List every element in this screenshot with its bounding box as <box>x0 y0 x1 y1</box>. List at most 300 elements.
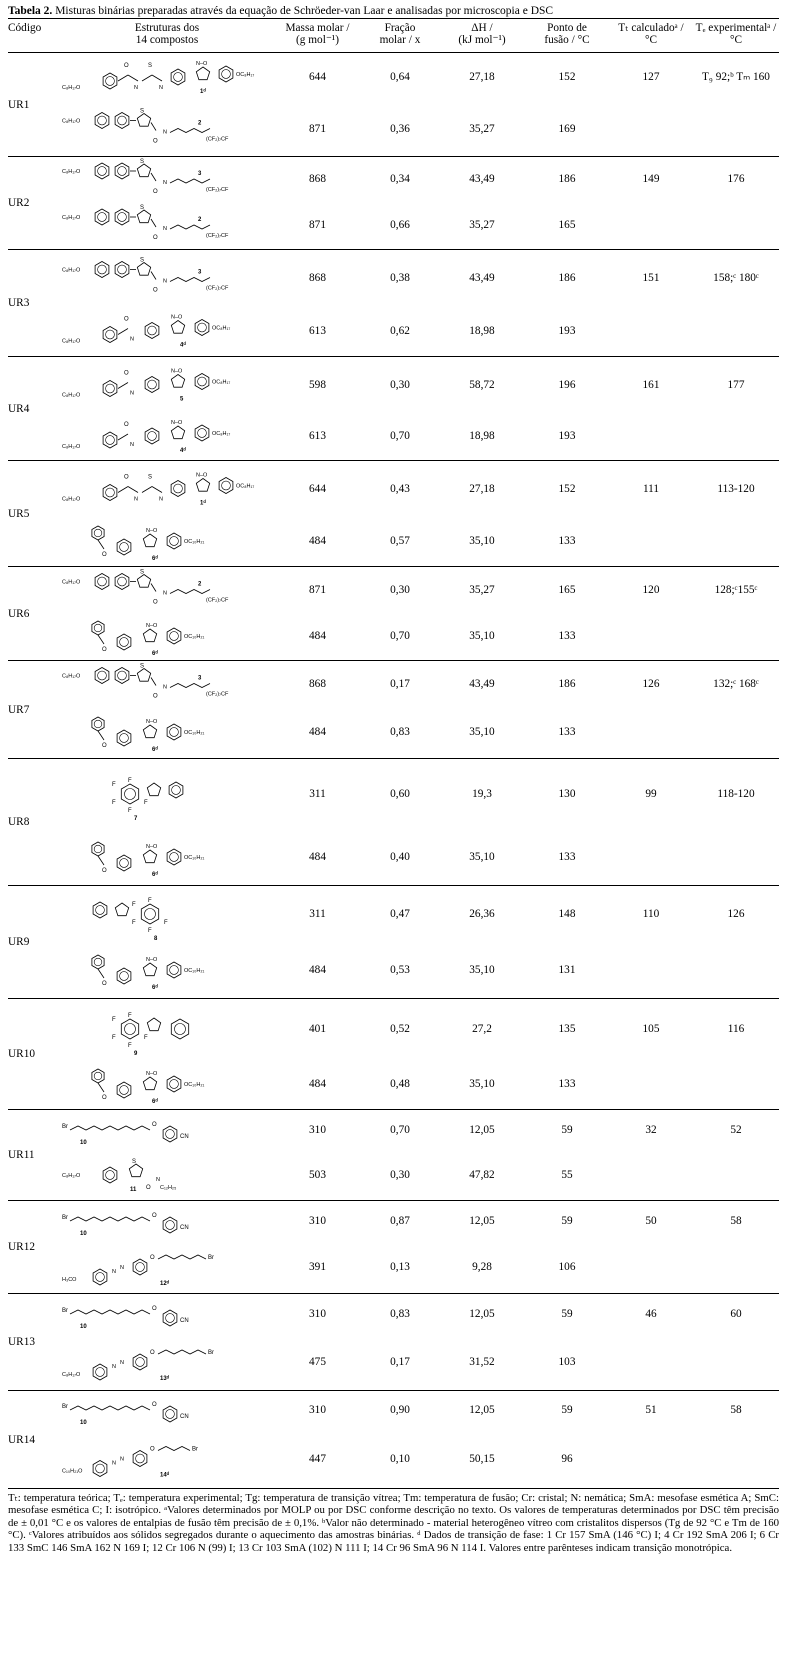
aromatic-circle-icon <box>106 488 115 497</box>
t-calculated-value: 161 <box>642 378 660 391</box>
atom-label: H₃CO <box>62 1277 77 1283</box>
structure-cell <box>60 250 274 306</box>
atom-label: O <box>152 1213 157 1219</box>
heterocycle-ring-icon <box>137 263 150 276</box>
melting-point-value: 55 <box>561 1169 573 1181</box>
atom-label: OC₈H₁₇ <box>212 325 231 332</box>
atom-label: O <box>150 1350 155 1356</box>
benzene-ring-icon <box>103 1167 117 1183</box>
melting-point-value: 165 <box>558 583 576 596</box>
structure-cell <box>60 305 274 357</box>
benzene-ring-icon <box>117 855 131 871</box>
melting-point-value: 133 <box>558 726 576 738</box>
molar-mass-value: 871 <box>309 219 326 231</box>
atom-label: O <box>146 1185 151 1191</box>
aromatic-circle-icon <box>198 323 207 332</box>
t-calculated-value: 126 <box>642 677 660 690</box>
benzene-ring-icon <box>115 209 129 225</box>
melting-point-value: 196 <box>558 378 576 391</box>
melting-point-value: 148 <box>558 908 576 920</box>
atom-label: O <box>150 1255 155 1261</box>
heterocycle-ring-icon <box>143 534 156 547</box>
aromatic-circle-icon <box>198 429 207 438</box>
melting-point-value: 186 <box>558 271 576 284</box>
atom-label: N–O <box>171 368 183 375</box>
mixture-code: UR9 <box>8 936 30 948</box>
molar-mass-value: 503 <box>309 1169 326 1181</box>
structure-drawing <box>60 357 274 412</box>
molar-fraction-value: 0,30 <box>390 583 410 596</box>
aromatic-circle-icon <box>174 484 183 493</box>
table-row <box>8 1391 779 1430</box>
atom-label: OC₈H₁₇ <box>236 483 255 490</box>
t-calculated-value: 151 <box>642 271 660 284</box>
atom-label: O <box>124 422 129 428</box>
atom-label: C₈H₁₇O <box>62 267 81 274</box>
enthalpy-value: 35,27 <box>469 219 495 231</box>
t-calculated-value: 105 <box>642 1023 660 1035</box>
mixture-group <box>8 1294 779 1391</box>
atom-label: O <box>153 599 158 606</box>
aromatic-circle-icon <box>94 1072 102 1080</box>
heterocycle-ring-icon <box>143 963 156 976</box>
mixture-code: UR11 <box>8 1149 35 1161</box>
atom-label: O <box>102 552 107 558</box>
melting-point-value: 103 <box>558 1356 576 1368</box>
benzene-ring-icon <box>167 1076 181 1092</box>
molar-mass-value: 484 <box>309 535 326 547</box>
structure-cell <box>60 567 274 613</box>
atom-label: F <box>112 1017 116 1023</box>
molar-mass-value: 484 <box>309 630 326 642</box>
bond-line <box>118 329 128 335</box>
aromatic-circle-icon <box>166 1314 175 1323</box>
mixture-code: UR1 <box>8 98 30 111</box>
aromatic-circle-icon <box>170 728 179 737</box>
benzene-ring-icon <box>103 327 117 343</box>
molar-fraction-value: 0,66 <box>390 219 410 231</box>
caption-label: Tabela 2. <box>8 5 53 17</box>
structure-cell <box>60 357 274 413</box>
mixture-group <box>8 1391 779 1489</box>
structure-cell <box>60 886 274 943</box>
t-experimental-value: 132;ᶜ 168ᶜ <box>713 677 759 690</box>
benzene-ring-icon <box>167 533 181 549</box>
compound-number: 9 <box>134 1051 138 1057</box>
heterocycle-ring-icon <box>143 725 156 738</box>
atom-label: F <box>148 928 152 934</box>
atom-label: C₈H₁₇O <box>62 1372 81 1378</box>
atom-label: N <box>130 336 134 343</box>
compound-number: 6ᵈ <box>152 1099 158 1105</box>
atom-label: OC₈H₁₇ <box>236 72 255 78</box>
molar-mass-value: 311 <box>309 788 326 800</box>
atom-label: F <box>128 1013 132 1019</box>
heterocycle-ring-icon <box>143 629 156 642</box>
structure-cell <box>60 1429 274 1489</box>
atom-label: (CF₂)₇CF <box>206 187 229 193</box>
compound-number: 1ᵈ <box>200 500 206 507</box>
benzene-ring-icon <box>219 66 233 82</box>
compound-number: 10 <box>80 1324 87 1330</box>
benzene-ring-icon <box>92 1069 104 1083</box>
melting-point-value: 193 <box>558 324 576 337</box>
benzene-ring-icon <box>167 628 181 644</box>
atom-label: F <box>132 920 136 926</box>
enthalpy-value: 47,82 <box>469 1169 495 1181</box>
t-experimental-value: 58 <box>730 1404 742 1416</box>
melting-point-value: 152 <box>558 482 576 495</box>
molar-mass-value: 871 <box>309 122 326 135</box>
melting-point-value: 152 <box>558 71 576 83</box>
molar-mass-value: 484 <box>309 964 326 976</box>
compound-number: 6ᵈ <box>152 747 158 753</box>
atom-label: N–O <box>171 420 183 426</box>
bond-line <box>128 487 138 493</box>
atom-label: Br <box>62 1404 68 1410</box>
atom-label: N <box>134 85 138 91</box>
bond-line <box>118 75 128 81</box>
aromatic-circle-icon <box>94 720 102 728</box>
heterocycle-ring-icon <box>196 67 209 80</box>
structure-drawing <box>60 1334 274 1390</box>
table-row <box>8 1110 779 1151</box>
t-experimental-value: 52 <box>730 1124 742 1136</box>
benzene-ring-icon <box>141 904 158 924</box>
atom-label: CN <box>180 1134 189 1140</box>
benzene-ring-icon <box>103 73 117 89</box>
mixture-code: UR8 <box>8 816 30 828</box>
aromatic-circle-icon <box>94 958 102 966</box>
atom-label: O <box>124 63 129 69</box>
bond-line <box>118 487 128 493</box>
compound-number: 2 <box>198 217 202 223</box>
bond-line <box>151 584 156 592</box>
atom-label: S <box>140 108 145 115</box>
melting-point-value: 133 <box>558 1078 576 1090</box>
mixture-group <box>8 999 779 1110</box>
melting-point-value: 131 <box>558 964 576 976</box>
structure-drawing <box>60 53 274 101</box>
benzene-ring-icon <box>115 574 129 590</box>
atom-label: N <box>163 278 167 285</box>
benzene-ring-icon <box>95 574 109 590</box>
enthalpy-value: 35,10 <box>469 630 495 642</box>
table-row <box>8 567 779 613</box>
atom-label: S <box>140 257 145 264</box>
benzene-ring-icon <box>171 481 185 497</box>
atom-label: S <box>148 474 153 481</box>
spacer-chain-line <box>170 179 210 183</box>
benzene-ring-icon <box>95 668 109 684</box>
atom-label: C₁₂H₂₅ <box>160 1185 177 1191</box>
molar-mass-value: 310 <box>309 1308 326 1320</box>
molar-mass-value: 871 <box>309 583 326 596</box>
atom-label: N <box>112 1269 116 1275</box>
atom-label: O <box>124 316 129 323</box>
atom-label: N–O <box>196 472 208 479</box>
mixture-code: UR10 <box>8 1048 35 1060</box>
table-row <box>8 250 779 306</box>
atom-label: OC₁₀H₂₁ <box>184 730 205 736</box>
bond-line <box>98 731 104 740</box>
aromatic-circle-icon <box>166 1221 175 1230</box>
enthalpy-value: 43,49 <box>469 173 495 185</box>
bond-line <box>142 487 152 493</box>
aromatic-circle-icon <box>170 853 179 862</box>
structure-cell <box>60 201 274 250</box>
melting-point-value: 59 <box>561 1404 573 1416</box>
header-code: Código <box>8 22 42 34</box>
benzene-ring-icon <box>163 1310 177 1326</box>
molar-fraction-value: 0,48 <box>390 1078 410 1090</box>
caption-text: Misturas binárias preparadas através da equação de Schröeder-van Laar e analisadas por microscopia e DSC <box>55 5 554 17</box>
benzene-ring-icon <box>133 1259 147 1275</box>
data-table <box>8 18 779 1489</box>
mixture-group <box>8 1201 779 1294</box>
atom-label: O <box>150 1446 155 1453</box>
atom-label: C₈H₁₇O <box>62 85 81 91</box>
enthalpy-value: 58,72 <box>469 378 495 391</box>
benzene-ring-icon <box>103 432 117 448</box>
molar-fraction-value: 0,10 <box>390 1452 410 1465</box>
atom-label: F <box>112 800 116 806</box>
atom-label: O <box>153 138 158 145</box>
compound-number: 6ᵈ <box>152 651 158 657</box>
atom-label: N <box>163 684 167 691</box>
molar-fraction-value: 0,34 <box>390 173 410 185</box>
enthalpy-value: 27,2 <box>472 1023 492 1035</box>
benzene-ring-icon <box>171 1019 188 1039</box>
structure-drawing <box>60 1150 274 1200</box>
compound-number: 2 <box>198 120 202 127</box>
structure-drawing <box>60 516 274 566</box>
benzene-ring-icon <box>195 374 209 390</box>
header-structures: Estruturas dos 14 compostos <box>134 22 200 46</box>
structure-cell <box>60 1334 274 1391</box>
compound-number: 5 <box>180 396 184 403</box>
compound-number: 4ᵈ <box>180 448 186 454</box>
compound-number: 10 <box>80 1420 87 1426</box>
melting-point-value: 186 <box>558 173 576 185</box>
molar-fraction-value: 0,30 <box>390 1169 410 1181</box>
header-t-experimental: Tₑ experimentalᵃ / °C <box>695 22 777 46</box>
aromatic-circle-icon <box>136 1263 145 1272</box>
compound-number: 2 <box>198 581 202 588</box>
molar-fraction-value: 0,40 <box>390 851 410 863</box>
aromatic-circle-icon <box>120 972 129 981</box>
atom-label: N–O <box>196 61 208 67</box>
structure-cell <box>60 101 274 157</box>
molar-mass-value: 484 <box>309 726 326 738</box>
structure-drawing <box>60 1059 274 1109</box>
atom-label: O <box>153 235 158 241</box>
alkyl-chain-line <box>70 1126 150 1130</box>
enthalpy-value: 35,10 <box>469 1078 495 1090</box>
aromatic-circle-icon <box>170 632 179 641</box>
benzene-ring-icon <box>167 962 181 978</box>
atom-label: N <box>112 1364 116 1370</box>
molar-mass-value: 868 <box>309 271 326 284</box>
aromatic-circle-icon <box>120 734 129 743</box>
t-experimental-value: 118-120 <box>717 788 755 800</box>
aromatic-circle-icon <box>198 377 207 386</box>
compound-number: 8 <box>154 936 158 942</box>
atom-label: F <box>128 808 132 814</box>
aromatic-circle-icon <box>106 436 115 445</box>
compound-number: 11 <box>130 1187 137 1193</box>
t-calculated-value: 149 <box>642 173 660 185</box>
mixture-code: UR4 <box>8 402 30 415</box>
atom-label: Br <box>62 1215 68 1221</box>
atom-label: S <box>148 63 153 69</box>
melting-point-value: 133 <box>558 630 576 642</box>
heterocycle-ring-icon <box>137 164 150 177</box>
aromatic-circle-icon <box>170 537 179 546</box>
mixture-group <box>8 886 779 999</box>
atom-label: OC₈H₁₇ <box>212 379 231 386</box>
bond-line <box>118 434 128 440</box>
molar-mass-value: 310 <box>309 1124 326 1136</box>
benzene-ring-icon <box>103 381 117 397</box>
atom-label: Br <box>208 1350 214 1356</box>
molar-fraction-value: 0,90 <box>390 1404 410 1416</box>
t-calculated-value: 99 <box>645 788 657 800</box>
atom-label: O <box>152 1402 157 1408</box>
molar-fraction-value: 0,17 <box>390 1356 410 1368</box>
mixture-group <box>8 1110 779 1201</box>
alkyl-chain-line <box>70 1310 150 1314</box>
benzene-ring-icon <box>93 1364 107 1380</box>
atom-label: F <box>128 1043 132 1049</box>
aromatic-circle-icon <box>125 789 136 800</box>
structure-drawing <box>60 612 274 660</box>
t-calculated-value: 51 <box>645 1404 657 1416</box>
mixture-group <box>8 53 779 157</box>
structure-drawing <box>60 101 274 156</box>
compound-number: 6ᵈ <box>152 985 158 991</box>
atom-label: F <box>112 1035 116 1041</box>
atom-label: F <box>144 1035 148 1041</box>
bond-line <box>98 1083 104 1092</box>
mixture-code: UR5 <box>8 507 30 520</box>
atom-label: Br <box>208 1255 214 1261</box>
mixture-code: UR3 <box>8 297 30 309</box>
atom-label: S <box>140 159 145 165</box>
atom-label: N <box>163 180 167 186</box>
atom-label: N–O <box>146 844 158 850</box>
atom-label: C₈H₁₇O <box>62 444 81 450</box>
table-row <box>8 1201 779 1242</box>
molar-fraction-value: 0,60 <box>390 788 410 800</box>
atom-label: OC₁₀H₂₁ <box>184 539 205 545</box>
aromatic-circle-icon <box>148 326 157 335</box>
heterocycle-ring-icon <box>137 210 150 223</box>
bond-line <box>128 75 138 81</box>
enthalpy-value: 35,10 <box>469 726 495 738</box>
atom-label: CN <box>180 1225 189 1231</box>
atom-label: C₁₀H₂₁O <box>62 1468 83 1475</box>
table-row <box>8 461 779 517</box>
atom-label: O <box>124 370 129 377</box>
aromatic-circle-icon <box>94 529 102 537</box>
bond-line <box>98 856 104 865</box>
mixture-group <box>8 567 779 661</box>
benzene-ring-icon <box>117 730 131 746</box>
aromatic-circle-icon <box>118 213 127 222</box>
aromatic-circle-icon <box>170 1080 179 1089</box>
t-experimental-value: 177 <box>727 378 745 391</box>
t-experimental-value: 128;ᶜ155ᶜ <box>714 583 758 596</box>
benzene-ring-icon <box>115 163 129 179</box>
molar-mass-value: 484 <box>309 1078 326 1090</box>
heterocycle-ring-icon <box>137 669 150 682</box>
compound-number: 4ᵈ <box>180 342 186 349</box>
table-row <box>8 357 779 413</box>
atom-label: CN <box>180 1414 189 1420</box>
bond-line <box>152 75 162 81</box>
atom-label: N <box>134 496 138 503</box>
structure-cell <box>60 1294 274 1335</box>
melting-point-value: 106 <box>558 1261 576 1273</box>
mixture-group <box>8 661 779 759</box>
benzene-ring-icon <box>95 113 109 129</box>
atom-label: O <box>102 743 107 749</box>
molar-fraction-value: 0,53 <box>390 964 410 976</box>
melting-point-value: 165 <box>558 219 576 231</box>
enthalpy-value: 18,98 <box>469 430 495 442</box>
atom-label: S <box>140 205 145 211</box>
atom-label: N <box>130 442 134 448</box>
aromatic-circle-icon <box>118 671 127 680</box>
structure-cell <box>60 1391 274 1430</box>
structure-drawing <box>60 157 274 201</box>
atom-label: F <box>132 902 136 908</box>
enthalpy-value: 35,27 <box>469 583 495 596</box>
mixture-group <box>8 157 779 250</box>
benzene-ring-icon <box>145 428 159 444</box>
atom-label: N <box>112 1460 116 1467</box>
aromatic-circle-icon <box>106 330 115 339</box>
molar-fraction-value: 0,70 <box>390 630 410 642</box>
atom-label: F <box>112 782 116 788</box>
benzene-ring-icon <box>133 1451 147 1467</box>
atom-label: C₈H₁₇O <box>62 215 81 221</box>
bond-line <box>142 75 152 81</box>
molar-fraction-value: 0,57 <box>390 535 410 547</box>
structure-cell <box>60 706 274 759</box>
structure-drawing <box>60 1110 274 1150</box>
atom-label: CN <box>180 1318 189 1324</box>
mixture-code: UR6 <box>8 607 30 620</box>
benzene-ring-icon <box>117 634 131 650</box>
structure-cell <box>60 1201 274 1242</box>
alkyl-chain-line <box>158 1350 206 1354</box>
bond-line <box>118 383 128 389</box>
molar-mass-value: 644 <box>309 482 326 495</box>
structure-drawing <box>60 942 274 998</box>
benzene-ring-icon <box>95 163 109 179</box>
compound-number: 3 <box>198 269 202 276</box>
aromatic-circle-icon <box>170 966 179 975</box>
structure-drawing <box>60 412 274 460</box>
structure-cell <box>60 516 274 567</box>
t-experimental-value: T₉ 92;ᵇ Tₘ 160 <box>702 71 770 83</box>
atom-label: O <box>124 474 129 481</box>
compound-number: 1ᵈ <box>200 89 206 95</box>
melting-point-value: 169 <box>558 122 576 135</box>
enthalpy-value: 27,18 <box>469 482 495 495</box>
